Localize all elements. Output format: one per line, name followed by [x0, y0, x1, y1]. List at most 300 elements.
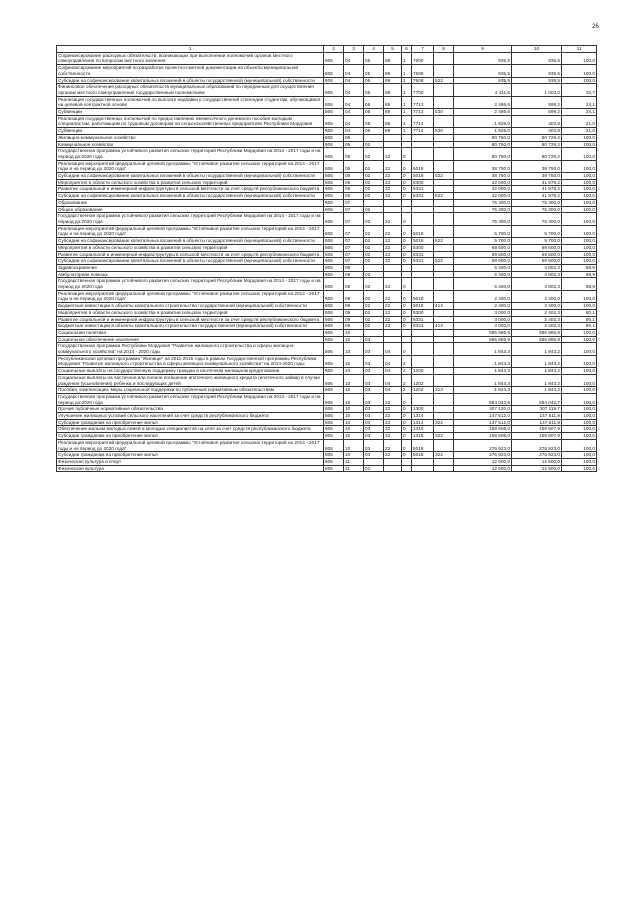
table-row [57, 96, 597, 108]
admin-code-cell: 806 [324, 309, 344, 316]
plan-cell: 276 923,0 [454, 439, 512, 451]
plan-cell: 69 600,0 [454, 244, 512, 251]
expense-type-cell [434, 290, 454, 302]
name-cell: Субсидии на софинансирование капитальных вложений в объекты государственной (муниципальной) собственности [57, 193, 324, 200]
admin-code-cell: 806 [324, 303, 344, 310]
plan-cell: 80 750,0 [454, 141, 512, 148]
plan-cell: 585 886,9 [454, 329, 512, 336]
table-row [57, 309, 597, 316]
subsection-cell: 05 [364, 96, 384, 108]
target-code-cell: 8300 [412, 309, 434, 316]
plan-cell: 1 843,3 [454, 387, 512, 394]
plan-cell: 12 500,0 [454, 465, 512, 472]
admin-code-cell: 806 [324, 213, 344, 225]
expense-type-cell [434, 271, 454, 278]
section-cell: 07 [344, 244, 364, 251]
target-code-cell [412, 134, 434, 141]
percent-cell: 100,0 [562, 258, 597, 265]
table-row [57, 264, 597, 271]
admin-code-cell: 806 [324, 238, 344, 245]
name-cell: Физическая культура [57, 465, 324, 472]
percent-cell: 100,0 [562, 134, 597, 141]
table-row [57, 173, 597, 180]
name-cell: Общее образование [57, 206, 324, 213]
program-cell [384, 199, 402, 206]
name-cell: Реализация государственных полномочий по предоставлению ежемесячного денежного пособия молодым специалистам, работающим по трудовым договорам на сельскохозяйственных предприятиях Республики Мордовия [57, 115, 324, 127]
expense-type-cell: 414 [434, 303, 454, 310]
section-cell: 11 [344, 459, 364, 466]
column-number: 2 [324, 46, 344, 53]
subsection-cell: 05 [364, 84, 384, 96]
expense-type-cell [434, 355, 454, 367]
subprogram-cell: 0 [402, 309, 412, 316]
subsection-cell: 05 [364, 115, 384, 127]
section-cell: 04 [344, 109, 364, 116]
program-cell: 22 [384, 290, 402, 302]
plan-cell: 935,5 [454, 65, 512, 77]
name-cell: Республиканская целевая программа "Жилище" на 2011-2015 годы в рамках Государственной программы Республики Мордовия "Развитие жилищного строительства и сферы жилищно-коммунального хозяйства" на 2014-2020 годы [57, 355, 324, 367]
section-cell: 04 [344, 65, 364, 77]
admin-code-cell: 806 [324, 160, 344, 172]
table-row [57, 406, 597, 413]
admin-code-cell: 806 [324, 465, 344, 472]
program-cell: 89 [384, 65, 402, 77]
program-cell: 22 [384, 179, 402, 186]
program-cell [384, 264, 402, 271]
section-cell: 10 [344, 368, 364, 375]
actual-cell: 2 402,3 [512, 309, 562, 316]
name-cell: Реализация мероприятий федеральной целевой программы "Устойчивое развитие сельских территорий на 2014 - 2017 годы и на период до 2020 года" [57, 160, 324, 172]
actual-cell: 4 802,3 [512, 278, 562, 290]
section-cell: 04 [344, 84, 364, 96]
expense-type-cell [434, 115, 454, 127]
actual-cell: 4 802,3 [512, 264, 562, 271]
subsection-cell: 03 [364, 393, 384, 405]
target-code-cell: 5018 [412, 303, 434, 310]
plan-cell: 2 486,6 [454, 109, 512, 116]
expense-type-cell [434, 343, 454, 355]
plan-cell: 159 608,0 [454, 433, 512, 440]
expense-type-cell [434, 244, 454, 251]
name-cell: Развитие социальной и инженерной инфраструктуры в сельской местности за счет средств республиканского бюджета [57, 251, 324, 258]
subsection-cell [364, 329, 384, 336]
table-row [57, 426, 597, 433]
program-cell: 22 [384, 393, 402, 405]
program-cell [384, 134, 402, 141]
section-cell: 04 [344, 115, 364, 127]
admin-code-cell: 806 [324, 52, 344, 64]
actual-cell: 1 003,0 [512, 84, 562, 96]
section-cell: 10 [344, 406, 364, 413]
subprogram-cell [402, 134, 412, 141]
section-cell: 10 [344, 374, 364, 386]
table-row [57, 452, 597, 459]
percent-cell: 100,0 [562, 426, 597, 433]
subsection-cell: 02 [364, 278, 384, 290]
percent-cell: 100,0 [562, 160, 597, 172]
admin-code-cell: 806 [324, 439, 344, 451]
target-code-cell: 1200 [412, 368, 434, 375]
expense-type-cell [434, 374, 454, 386]
percent-cell: 100,0 [562, 439, 597, 451]
section-cell: 10 [344, 329, 364, 336]
expense-type-cell [434, 134, 454, 141]
admin-code-cell: 806 [324, 77, 344, 84]
subprogram-cell: 0 [402, 186, 412, 193]
name-cell: Прочие публичные нормативные обязательства [57, 406, 324, 413]
table-row [57, 393, 597, 405]
plan-cell: 159 608,0 [454, 426, 512, 433]
plan-cell: 585 886,9 [454, 336, 512, 343]
actual-cell: 80 729,2 [512, 134, 562, 141]
subsection-cell: 02 [364, 303, 384, 310]
admin-code-cell: 806 [324, 433, 344, 440]
actual-cell: 159 607,9 [512, 433, 562, 440]
percent-cell: 100,0 [562, 290, 597, 302]
subsection-cell: 02 [364, 193, 384, 200]
section-cell: 09 [344, 271, 364, 278]
admin-code-cell: 806 [324, 179, 344, 186]
section-cell: 09 [344, 278, 364, 290]
plan-cell: 1 925,0 [454, 115, 512, 127]
target-code-cell: 1202 [412, 374, 434, 386]
plan-cell: 276 923,0 [454, 452, 512, 459]
target-code-cell: 8331 [412, 258, 434, 265]
actual-cell: 41 979,2 [512, 193, 562, 200]
subsection-cell: 05 [364, 109, 384, 116]
target-code-cell: 8331 [412, 251, 434, 258]
percent-cell: 100,0 [562, 52, 597, 64]
program-cell: 22 [384, 452, 402, 459]
section-cell: 10 [344, 393, 364, 405]
subprogram-cell: 0 [402, 179, 412, 186]
expense-type-cell: 530 [434, 128, 454, 135]
expense-type-cell [434, 225, 454, 237]
percent-cell: 100,0 [562, 419, 597, 426]
actual-cell: 5 700,0 [512, 225, 562, 237]
name-cell: Государственная программа устойчивого развития сельских территорий Республики Мордовия на 2014 - 2017 годы и на период до 2020 года [57, 278, 324, 290]
subprogram-cell: 0 [402, 426, 412, 433]
plan-cell: 1 843,3 [454, 343, 512, 355]
expense-type-cell [434, 251, 454, 258]
table-row [57, 148, 597, 160]
subprogram-cell [402, 459, 412, 466]
subprogram-cell: 0 [402, 439, 412, 451]
target-code-cell [412, 343, 434, 355]
program-cell: 22 [384, 413, 402, 420]
program-cell: 22 [384, 244, 402, 251]
table-row [57, 439, 597, 451]
program-cell: 22 [384, 316, 402, 323]
actual-cell: 2 400,0 [512, 290, 562, 302]
subsection-cell: 03 [364, 336, 384, 343]
percent-cell: 80,1 [562, 309, 597, 316]
table-row [57, 115, 597, 127]
program-cell: 22 [384, 238, 402, 245]
percent-cell: 100,0 [562, 406, 597, 413]
percent-cell: 100,0 [562, 193, 597, 200]
program-cell: 22 [384, 186, 402, 193]
table-row [57, 141, 597, 148]
percent-cell: 24,1 [562, 96, 597, 108]
expense-type-cell [434, 459, 454, 466]
expense-type-cell [434, 426, 454, 433]
name-cell: Государственная программа устойчивого развития сельских территорий Республики Мордовия на 2014 - 2017 годы и на период до 2020 года [57, 393, 324, 405]
percent-cell: 100,0 [562, 206, 597, 213]
target-code-cell: 7608 [412, 65, 434, 77]
name-cell: Социальная политика [57, 329, 324, 336]
table-row [57, 413, 597, 420]
subprogram-cell: 0 [402, 258, 412, 265]
table-body [57, 52, 597, 472]
subsection-cell: 03 [364, 368, 384, 375]
name-cell: Здравоохранение [57, 264, 324, 271]
actual-cell: 599,2 [512, 96, 562, 108]
table-row [57, 179, 597, 186]
section-cell: 11 [344, 465, 364, 472]
subprogram-cell: 1 [402, 84, 412, 96]
subsection-cell: 02 [364, 316, 384, 323]
section-cell: 05 [344, 148, 364, 160]
name-cell: Субсидии на софинансирование капитальных вложений в объекты государственной (муниципальной) собственности [57, 258, 324, 265]
subprogram-cell: 0 [402, 413, 412, 420]
table-row [57, 251, 597, 258]
section-cell: 04 [344, 52, 364, 64]
plan-cell: 935,5 [454, 52, 512, 64]
column-number-row [57, 46, 597, 53]
subprogram-cell: 0 [402, 251, 412, 258]
table-row [57, 316, 597, 323]
percent-cell: 100,0 [562, 465, 597, 472]
subsection-cell: 03 [364, 433, 384, 440]
name-cell: Реализация мероприятий федеральной целевой программы "Устойчивое развитие сельских территорий на 2014 - 2017 годы и на период до 2020 года" [57, 439, 324, 451]
subsection-cell: 05 [364, 77, 384, 84]
subprogram-cell [402, 206, 412, 213]
plan-cell: 584 043,6 [454, 393, 512, 405]
table-row [57, 368, 597, 375]
subprogram-cell: 1 [402, 65, 412, 77]
target-code-cell: 7714 [412, 115, 434, 127]
program-cell [384, 465, 402, 472]
subsection-cell: 02 [364, 290, 384, 302]
subprogram-cell: 2 [402, 355, 412, 367]
expense-type-cell [434, 368, 454, 375]
program-cell [384, 459, 402, 466]
name-cell: Развитие социальной и инженерной инфраструктуры в сельской местности за счет средств республиканского бюджета [57, 316, 324, 323]
target-code-cell: 5018 [412, 238, 434, 245]
target-code-cell [412, 329, 434, 336]
subsection-cell: 05 [364, 52, 384, 64]
subprogram-cell: 0 [402, 316, 412, 323]
table-row [57, 465, 597, 472]
name-cell: Обеспечение жильем молодых семей и молодых специалистов на селе за счет средств республиканского бюджета [57, 426, 324, 433]
program-cell: 89 [384, 84, 402, 96]
subsection-cell: 02 [364, 258, 384, 265]
plan-cell: 935,5 [454, 77, 512, 84]
subsection-cell: 01 [364, 465, 384, 472]
admin-code-cell: 806 [324, 109, 344, 116]
program-cell: 04 [384, 387, 402, 394]
subprogram-cell: 1 [402, 96, 412, 108]
section-cell: 10 [344, 343, 364, 355]
expense-type-cell [434, 199, 454, 206]
program-cell: 22 [384, 173, 402, 180]
plan-cell: 42 000,0 [454, 193, 512, 200]
column-number: 6 [402, 46, 412, 53]
admin-code-cell: 806 [324, 290, 344, 302]
name-cell: Мероприятия в области сельского хозяйства в развитии сельских территорий [57, 244, 324, 251]
target-code-cell: 5018 [412, 452, 434, 459]
expense-type-cell [434, 264, 454, 271]
target-code-cell: 8300 [412, 179, 434, 186]
admin-code-cell: 806 [324, 374, 344, 386]
table-row [57, 323, 597, 330]
expense-type-cell [434, 465, 454, 472]
section-cell: 07 [344, 238, 364, 245]
plan-cell: 1 925,0 [454, 128, 512, 135]
name-cell: Софинансирование мероприятий по разработке проектно-сметной документации на объекты муниципальной собственности [57, 65, 324, 77]
percent-cell: 100,0 [562, 225, 597, 237]
program-cell: 04 [384, 355, 402, 367]
program-cell: 22 [384, 433, 402, 440]
subsection-cell: 02 [364, 244, 384, 251]
actual-cell: 159 607,9 [512, 426, 562, 433]
section-cell: 10 [344, 387, 364, 394]
table-row [57, 271, 597, 278]
admin-code-cell: 806 [324, 128, 344, 135]
actual-cell: 403,8 [512, 115, 562, 127]
actual-cell: 599,2 [512, 109, 562, 116]
column-number: 3 [344, 46, 364, 53]
section-cell: 09 [344, 290, 364, 302]
subsection-cell: 02 [364, 225, 384, 237]
subsection-cell: 02 [364, 148, 384, 160]
expense-type-cell: 522 [434, 238, 454, 245]
actual-cell: 584 042,7 [512, 393, 562, 405]
subsection-cell [364, 134, 384, 141]
section-cell: 07 [344, 206, 364, 213]
actual-cell: 935,5 [512, 77, 562, 84]
name-cell: Социальные выплаты на частичное или полное погашение ипотечного жилищного кредита (ипотечного займа) в случае рождения (усыновления) ребенка и последующих детей [57, 374, 324, 386]
plan-cell: 75 300,0 [454, 199, 512, 206]
subsection-cell: 02 [364, 206, 384, 213]
target-code-cell [412, 148, 434, 160]
percent-cell: 24,1 [562, 109, 597, 116]
subprogram-cell: 0 [402, 406, 412, 413]
name-cell: Субсидии на софинансирование капитальных вложений в объекты государственной (муниципальной) собственности [57, 238, 324, 245]
subprogram-cell: 0 [402, 419, 412, 426]
plan-cell: 42 000,0 [454, 186, 512, 193]
plan-cell: 75 300,0 [454, 213, 512, 225]
name-cell: Социальное обеспечение населения [57, 336, 324, 343]
percent-cell: 88,9 [562, 271, 597, 278]
subsection-cell: 02 [364, 141, 384, 148]
percent-cell: 80,1 [562, 323, 597, 330]
subsection-cell [364, 459, 384, 466]
actual-cell: 1 843,2 [512, 368, 562, 375]
section-cell: 05 [344, 179, 364, 186]
table-row [57, 238, 597, 245]
table-row [57, 206, 597, 213]
admin-code-cell: 806 [324, 206, 344, 213]
plan-cell: 5 700,0 [454, 225, 512, 237]
percent-cell: 100,0 [562, 213, 597, 225]
name-cell: Государственная программа Республики Мордовия "Развитие жилищного строительства и сферы жилищно-коммунального хозяйства" на 2014 - 2020 годы [57, 343, 324, 355]
subprogram-cell: 0 [402, 173, 412, 180]
section-cell: 07 [344, 199, 364, 206]
table-row [57, 433, 597, 440]
subprogram-cell: 1 [402, 109, 412, 116]
actual-cell: 276 923,0 [512, 452, 562, 459]
percent-cell: 100,0 [562, 355, 597, 367]
actual-cell: 276 923,0 [512, 439, 562, 451]
program-cell: 89 [384, 96, 402, 108]
table-row [57, 52, 597, 64]
subsection-cell: 03 [364, 413, 384, 420]
admin-code-cell: 806 [324, 452, 344, 459]
target-code-cell: 1202 [412, 387, 434, 394]
program-cell [384, 141, 402, 148]
admin-code-cell: 806 [324, 368, 344, 375]
expense-type-cell [434, 206, 454, 213]
percent-cell: 100,0 [562, 336, 597, 343]
plan-cell: 2 400,0 [454, 290, 512, 302]
admin-code-cell: 806 [324, 115, 344, 127]
actual-cell: 69 600,0 [512, 251, 562, 258]
percent-cell: 100,0 [562, 387, 597, 394]
name-cell: Субсидии гражданам на приобретение жилья [57, 419, 324, 426]
percent-cell: 88,9 [562, 264, 597, 271]
plan-cell: 1 843,3 [454, 368, 512, 375]
column-number: 7 [412, 46, 434, 53]
expense-type-cell: 522 [434, 77, 454, 84]
subsection-cell: 02 [364, 186, 384, 193]
table-row [57, 193, 597, 200]
name-cell: Жилищно-коммунальное хозяйство [57, 134, 324, 141]
program-cell [384, 329, 402, 336]
actual-cell: 69 600,0 [512, 244, 562, 251]
table-row [57, 336, 597, 343]
name-cell: Коммунальное хозяйство [57, 141, 324, 148]
section-cell: 05 [344, 160, 364, 172]
target-code-cell: 1315 [412, 426, 434, 433]
subprogram-cell [402, 465, 412, 472]
percent-cell: 21,0 [562, 115, 597, 127]
plan-cell: 5 400,0 [454, 271, 512, 278]
percent-cell: 100,0 [562, 199, 597, 206]
target-code-cell [412, 271, 434, 278]
target-code-cell: 8331 [412, 186, 434, 193]
subprogram-cell: 2 [402, 387, 412, 394]
subsection-cell: 03 [364, 419, 384, 426]
target-code-cell [412, 336, 434, 343]
name-cell: Физическая культура и спорт [57, 459, 324, 466]
percent-cell: 100,0 [562, 393, 597, 405]
actual-cell: 147 511,8 [512, 419, 562, 426]
target-code-cell: 8331 [412, 193, 434, 200]
section-cell: 09 [344, 303, 364, 310]
admin-code-cell: 806 [324, 323, 344, 330]
subprogram-cell: 0 [402, 278, 412, 290]
actual-cell: 1 843,2 [512, 387, 562, 394]
admin-code-cell: 806 [324, 355, 344, 367]
actual-cell: 75 300,0 [512, 206, 562, 213]
target-code-cell: 5018 [412, 290, 434, 302]
program-cell: 04 [384, 343, 402, 355]
name-cell: Улучшение жилищных условий сельского населения за счет средств республиканского бюджета [57, 413, 324, 420]
expense-type-cell [434, 316, 454, 323]
expense-type-cell [434, 393, 454, 405]
